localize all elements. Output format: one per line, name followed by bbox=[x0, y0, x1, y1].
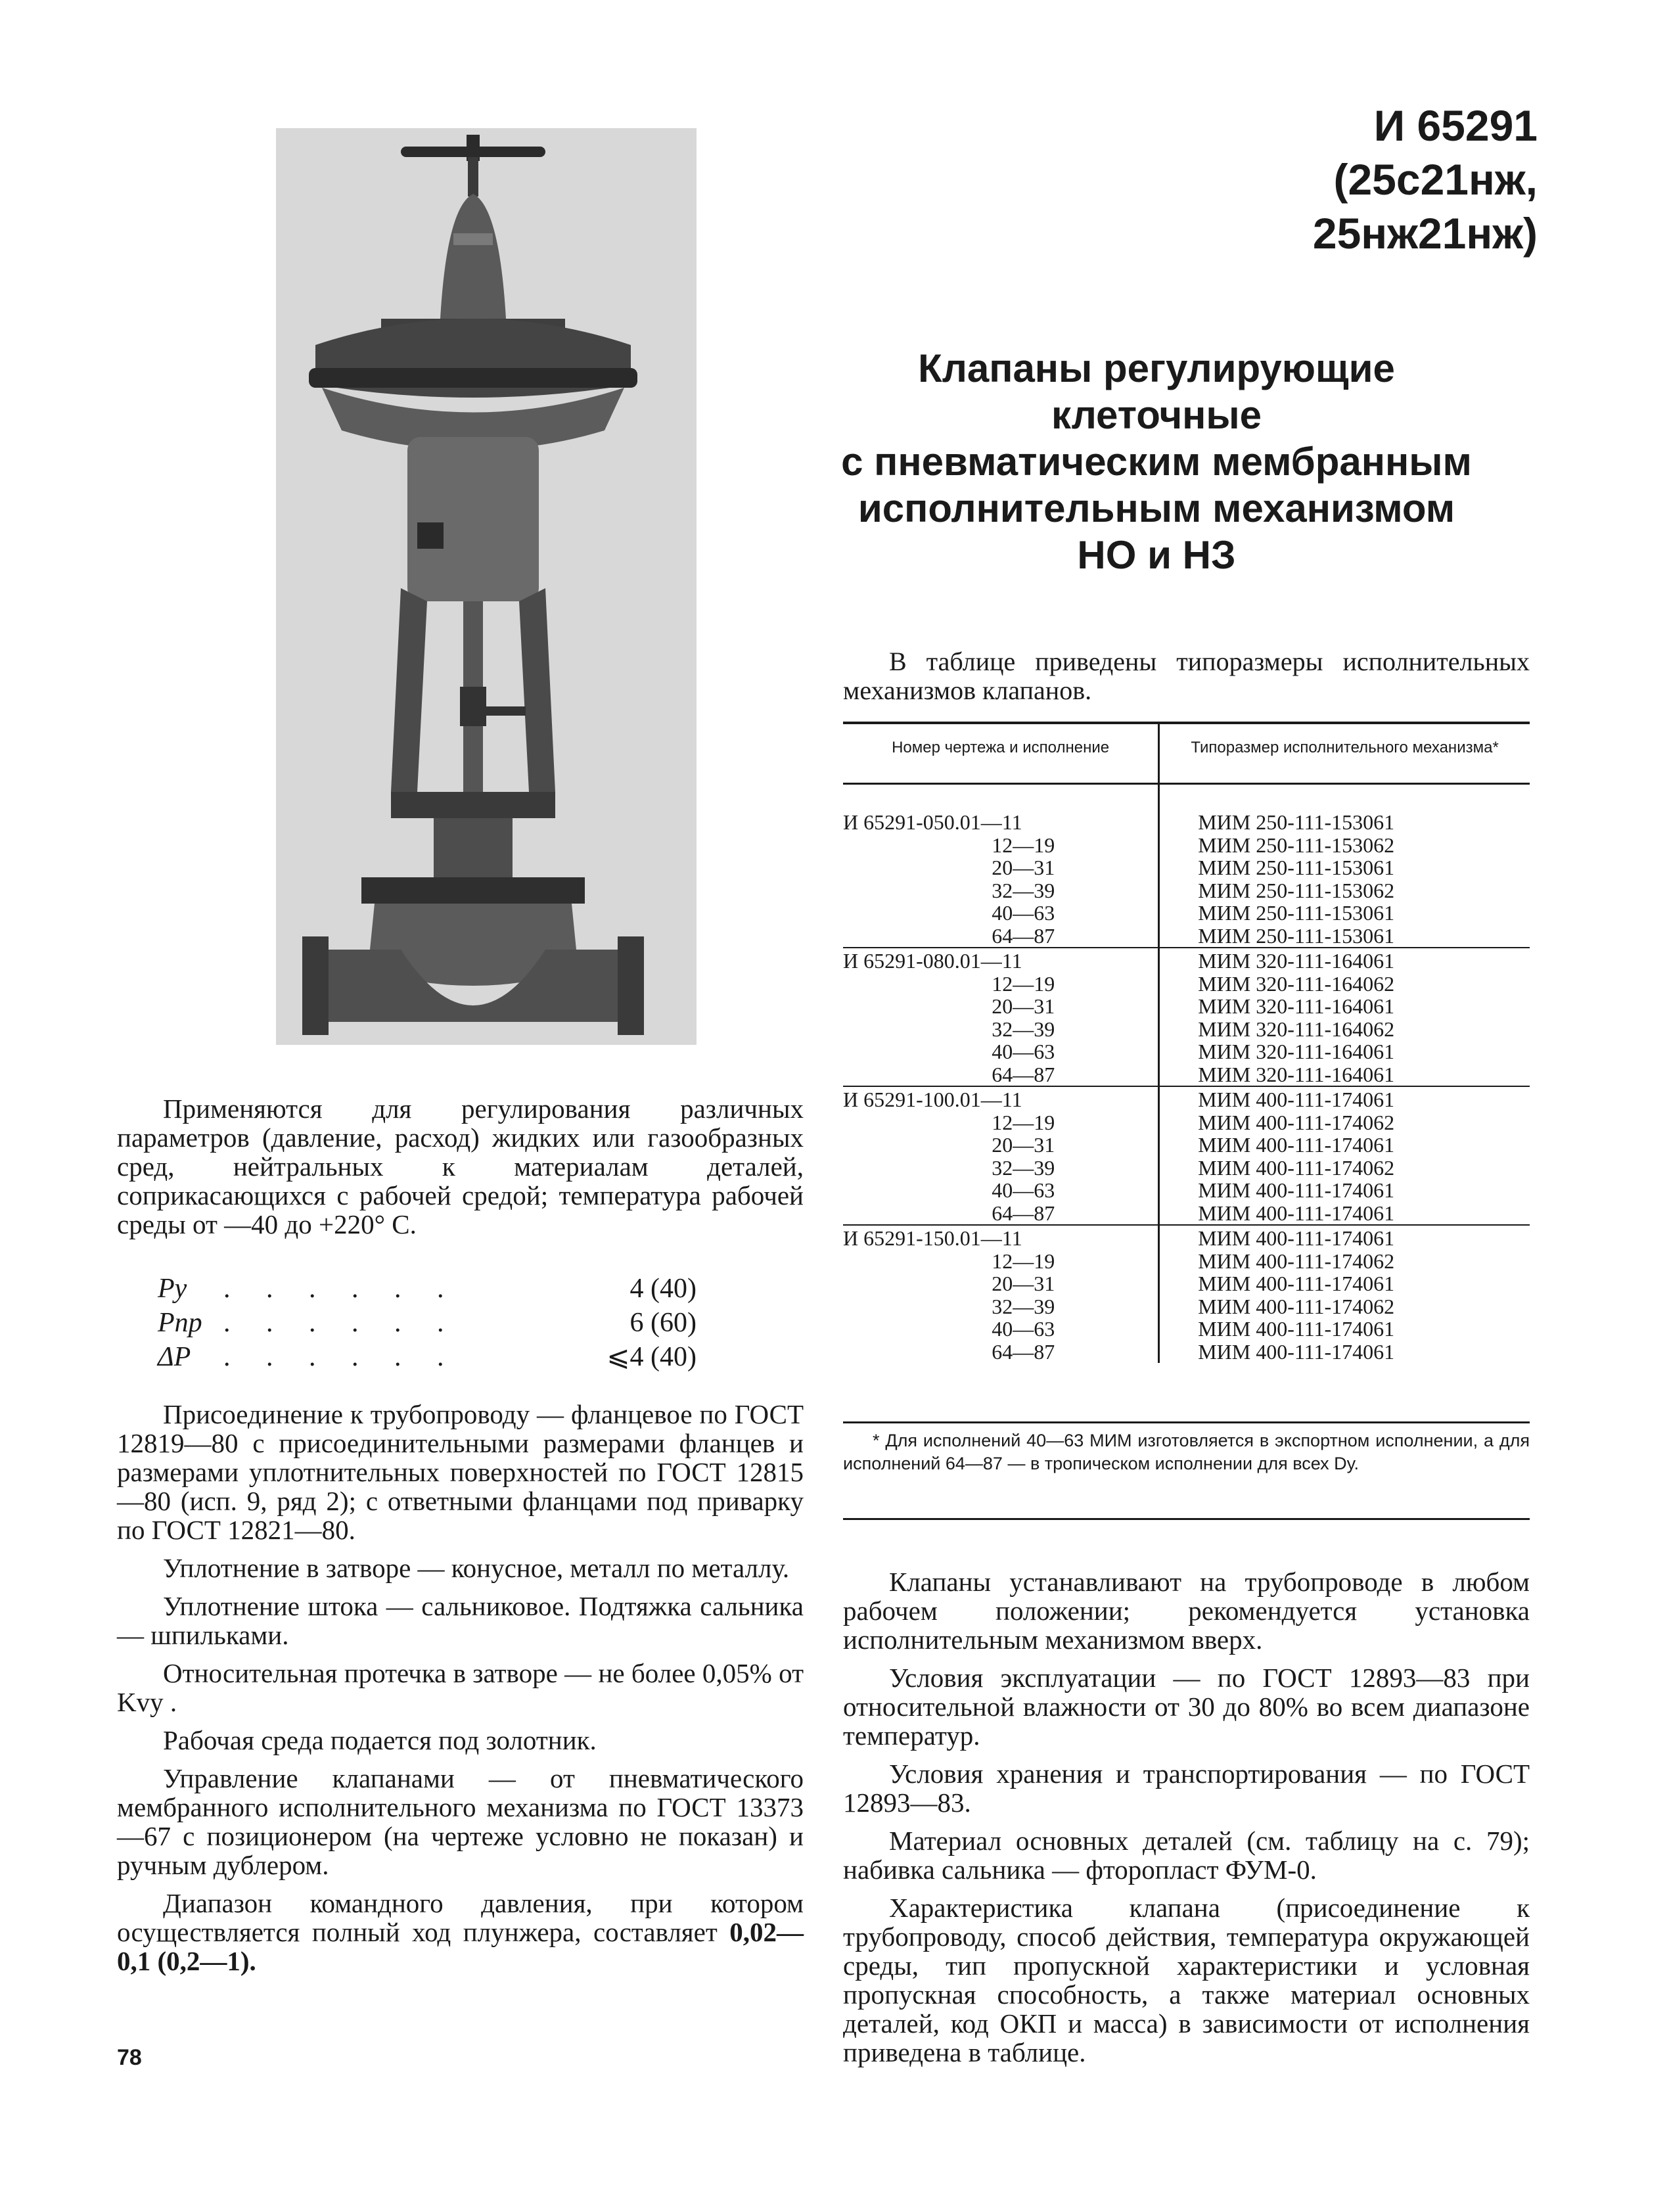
mechanism-size-cell: МИМ 250-111-153061 bbox=[1198, 856, 1395, 879]
drawing-number-cell bbox=[843, 995, 1159, 1018]
drawing-number-cell bbox=[843, 1018, 1159, 1041]
table-row bbox=[843, 1086, 1530, 1111]
mechanism-size-cell: МИМ 320-111-164061 bbox=[1198, 1040, 1395, 1063]
table-footnote bbox=[843, 1429, 1530, 1475]
param-row bbox=[158, 1340, 697, 1374]
valve-photo bbox=[276, 128, 697, 1045]
drawing-number: И 65291-050.01—11 bbox=[843, 810, 1022, 834]
drawing-number-cell bbox=[843, 1086, 1159, 1111]
param-row bbox=[158, 1272, 697, 1306]
table-row bbox=[843, 995, 1530, 1018]
table-row bbox=[843, 856, 1530, 879]
drawing-number-cell bbox=[843, 1179, 1159, 1202]
param-row bbox=[158, 1306, 697, 1340]
drawing-number: 64—87 bbox=[992, 1201, 1055, 1225]
mechanism-size-cell: МИМ 400-111-174061 bbox=[1198, 1339, 1395, 1364]
drawing-number-cell bbox=[843, 811, 1159, 834]
drawing-number: 12—19 bbox=[992, 1249, 1055, 1273]
drawing-number: 32—39 bbox=[992, 1017, 1055, 1041]
drawing-number: 20—31 bbox=[992, 1133, 1055, 1157]
footnote-rule bbox=[843, 1518, 1530, 1520]
table-bottom-rule bbox=[843, 1421, 1530, 1423]
drawing-number-cell bbox=[843, 1295, 1159, 1318]
drawing-number-cell bbox=[843, 1040, 1159, 1063]
spacer-cell bbox=[1159, 784, 1530, 812]
table-row bbox=[843, 1341, 1530, 1364]
application-paragraph bbox=[117, 1094, 804, 1248]
drawing-number: 40—63 bbox=[992, 1178, 1055, 1202]
title-line: клеточные bbox=[1051, 393, 1262, 437]
application-text: Применяются для регулирования различных параметров (давление, расход) жидких или газообразных сред, нейтральных к материалам деталей, соприкасающихся с рабочей средой; температура рабочей среды от —40 до +220° С. bbox=[117, 1094, 804, 1239]
mechanism-size-cell: МИМ 400-111-174062 bbox=[1198, 1249, 1395, 1273]
table-row bbox=[843, 1225, 1530, 1250]
mechanism-size-cell: МИМ 250-111-153062 bbox=[1198, 833, 1395, 857]
drawing-number-cell bbox=[843, 973, 1159, 996]
table-row bbox=[843, 925, 1530, 948]
drawing-number-cell bbox=[843, 1063, 1159, 1087]
page-number: 78 bbox=[117, 2045, 142, 2070]
table-row bbox=[843, 1111, 1530, 1134]
table-intro bbox=[843, 647, 1530, 705]
spec-paragraph: Относительная протечка в затворе — не более 0,05% от Kvу . bbox=[117, 1658, 804, 1717]
mechanism-size-cell: МИМ 320-111-164061 bbox=[1198, 949, 1395, 973]
table-row bbox=[843, 1134, 1530, 1157]
param-value: 4 (40) bbox=[629, 1274, 697, 1304]
table-row bbox=[843, 1318, 1530, 1341]
spacer-cell bbox=[843, 784, 1159, 812]
table-row bbox=[843, 973, 1530, 996]
title-line: НО и НЗ bbox=[1077, 533, 1236, 577]
drawing-number-cell bbox=[843, 902, 1159, 925]
mechanism-size-cell: МИМ 400-111-174062 bbox=[1198, 1294, 1395, 1318]
mechanism-size-cell: МИМ 400-111-174061 bbox=[1198, 1272, 1395, 1295]
table-row bbox=[843, 1202, 1530, 1226]
code-line: И 65291 bbox=[1373, 101, 1538, 150]
pressure-params bbox=[158, 1272, 697, 1374]
mechanism-size-cell: МИМ 320-111-164061 bbox=[1198, 994, 1395, 1018]
param-value: 6 (60) bbox=[629, 1308, 697, 1338]
table-body bbox=[843, 784, 1530, 1364]
right-paragraph: Условия хранения и транспортирования — по ГОСТ 12893—83. bbox=[843, 1759, 1530, 1818]
table-row bbox=[843, 1295, 1530, 1318]
param-dots: . . . . . . bbox=[223, 1342, 459, 1372]
code-line: (25с21нж, bbox=[1333, 155, 1538, 204]
param-dots: . . . . . . bbox=[223, 1308, 459, 1338]
page-title bbox=[828, 345, 1485, 578]
mechanism-size-cell: МИМ 320-111-164062 bbox=[1198, 1017, 1395, 1041]
drawing-number-cell bbox=[843, 879, 1159, 902]
drawing-number-cell bbox=[843, 856, 1159, 879]
param-value: ⩽4 (40) bbox=[606, 1342, 697, 1372]
table-row bbox=[843, 1157, 1530, 1180]
drawing-number: 64—87 bbox=[992, 923, 1055, 948]
table-row bbox=[843, 1018, 1530, 1041]
table-header-mechanism: Типоразмер исполнительного механизма* bbox=[1159, 723, 1530, 784]
title-line: с пневматическим мембранным bbox=[841, 440, 1472, 484]
command-pressure-range: 0,02—0,1 (0,2—1). bbox=[117, 1917, 804, 1976]
drawing-number: 20—31 bbox=[992, 994, 1055, 1018]
drawing-number-cell bbox=[843, 1272, 1159, 1295]
actuator-table bbox=[843, 722, 1530, 1363]
table-row bbox=[843, 1179, 1530, 1202]
mechanism-size-cell: МИМ 400-111-174061 bbox=[1198, 1133, 1395, 1157]
spec-paragraph: Уплотнение в затворе — конусное, металл по металлу. bbox=[163, 1553, 790, 1583]
mechanism-size-cell: МИМ 400-111-174061 bbox=[1198, 1088, 1395, 1111]
drawing-number: И 65291-150.01—11 bbox=[843, 1226, 1022, 1250]
drawing-number: И 65291-100.01—11 bbox=[843, 1088, 1022, 1111]
table-row bbox=[843, 1272, 1530, 1295]
drawing-code-title bbox=[1143, 99, 1538, 260]
code-line: 25нж21нж) bbox=[1312, 209, 1538, 258]
spec-paragraph: Управление клапанами — от пневматического мембранного исполнительного механизма по ГОСТ 13373—67 с позиционером (на чертеже условно не показан) и ручным дублером. bbox=[117, 1763, 804, 1880]
drawing-number: И 65291-080.01—11 bbox=[843, 949, 1022, 973]
mechanism-size-cell: МИМ 400-111-174061 bbox=[1198, 1178, 1395, 1202]
right-paragraph: Материал основных деталей (см. таблицу на с. 79); набивка сальника — фторопласт ФУМ-0. bbox=[843, 1826, 1530, 1885]
table-header-drawing: Номер чертежа и исполнение bbox=[843, 723, 1159, 784]
table-spacer-row bbox=[843, 784, 1530, 812]
installation-paragraphs bbox=[843, 1567, 1530, 2076]
drawing-number: 12—19 bbox=[992, 971, 1055, 996]
drawing-number: 40—63 bbox=[992, 901, 1055, 925]
table-row bbox=[843, 879, 1530, 902]
drawing-number: 12—19 bbox=[992, 1110, 1055, 1134]
table-row bbox=[843, 1063, 1530, 1087]
drawing-number-cell bbox=[843, 1157, 1159, 1180]
spec-paragraph: Присоединение к трубопроводу — фланцевое по ГОСТ 12819—80 с присоединительными размерами фланцев и размерами уплотнительных поверхностей по ГОСТ 12815—80 (исп. 9, ряд 2); с ответными фланцами под приварку по ГОСТ 12821—80. bbox=[117, 1399, 804, 1545]
command-pressure-text: Диапазон командного давления, при котором осуществляется полный ход плунжера, составляет bbox=[117, 1888, 804, 1947]
mechanism-size-cell: МИМ 250-111-153062 bbox=[1198, 878, 1395, 902]
table-row bbox=[843, 948, 1530, 973]
mechanism-size-cell: МИМ 250-111-153061 bbox=[1198, 901, 1395, 925]
drawing-number: 32—39 bbox=[992, 878, 1055, 902]
table-row bbox=[843, 1250, 1530, 1273]
drawing-number: 40—63 bbox=[992, 1317, 1055, 1341]
drawing-number: 20—31 bbox=[992, 1272, 1055, 1295]
param-symbol: Pу bbox=[158, 1274, 187, 1304]
drawing-number-cell bbox=[843, 1225, 1159, 1250]
right-paragraph: Характеристика клапана (присоединение к трубопроводу, способ действия, температура окружающей среды, тип пропускной характеристики и условная пропускная способность, а также материал основных деталей, код ОКП и масса) в зависимости от исполнения приведена в таблице. bbox=[843, 1893, 1530, 2067]
command-pressure-paragraph bbox=[117, 1889, 804, 1975]
drawing-number: 40—63 bbox=[992, 1040, 1055, 1063]
mechanism-size-cell: МИМ 400-111-174061 bbox=[1198, 1317, 1395, 1341]
mechanism-size-cell: МИМ 250-111-153061 bbox=[1159, 925, 1530, 948]
drawing-number-cell bbox=[843, 948, 1159, 973]
drawing-number: 64—87 bbox=[992, 1062, 1055, 1086]
drawing-number-cell bbox=[843, 1341, 1159, 1364]
table-header-row bbox=[843, 723, 1530, 784]
param-symbol: ΔP bbox=[158, 1342, 191, 1372]
mechanism-size-cell: МИМ 400-111-174061 bbox=[1198, 1226, 1395, 1250]
spec-paragraph: Уплотнение штока — сальниковое. Подтяжка сальника — шпильками. bbox=[117, 1591, 804, 1650]
drawing-number-cell bbox=[843, 925, 1159, 948]
drawing-number: 32—39 bbox=[992, 1155, 1055, 1180]
drawing-number: 32—39 bbox=[992, 1294, 1055, 1318]
title-line: исполнительным механизмом bbox=[857, 486, 1455, 530]
drawing-number-cell bbox=[843, 834, 1159, 857]
drawing-number-cell bbox=[843, 1318, 1159, 1341]
valve-illustration-icon bbox=[276, 128, 697, 1045]
drawing-number-cell bbox=[843, 1111, 1159, 1134]
spec-paragraph: Рабочая среда подается под золотник. bbox=[163, 1725, 597, 1755]
mechanism-size-cell: МИМ 320-111-164061 bbox=[1159, 1063, 1530, 1087]
mechanism-size-cell: МИМ 400-111-174062 bbox=[1198, 1155, 1395, 1180]
table-intro-text: В таблице приведены типоразмеры исполнительных механизмов клапанов. bbox=[843, 647, 1530, 705]
param-dots: . . . . . . bbox=[223, 1274, 459, 1304]
spec-paragraphs bbox=[117, 1400, 804, 1985]
table-row bbox=[843, 834, 1530, 857]
footnote-text: * Для исполнений 40—63 МИМ изготовляется в экспортном исполнении, а для исполнений 64—87 — в тропическом исполнении для всех Dу. bbox=[843, 1431, 1530, 1473]
table-row bbox=[843, 902, 1530, 925]
mechanism-size-cell: МИМ 320-111-164062 bbox=[1198, 971, 1395, 996]
drawing-number-cell bbox=[843, 1134, 1159, 1157]
drawing-number: 12—19 bbox=[992, 833, 1055, 857]
right-paragraph: Клапаны устанавливают на трубопроводе в любом рабочем положении; рекомендуется установка исполнительным механизмом вверх. bbox=[843, 1567, 1530, 1655]
drawing-number-cell bbox=[843, 1202, 1159, 1226]
table-row bbox=[843, 1040, 1530, 1063]
table-row bbox=[843, 811, 1530, 834]
drawing-number: 64—87 bbox=[992, 1339, 1055, 1364]
drawing-number: 20—31 bbox=[992, 856, 1055, 879]
right-paragraph: Условия эксплуатации — по ГОСТ 12893—83 при относительной влажности от 30 до 80% во всем диапазоне температур. bbox=[843, 1663, 1530, 1751]
param-symbol: Pпр bbox=[158, 1308, 202, 1338]
mechanism-size-cell: МИМ 400-111-174061 bbox=[1159, 1202, 1530, 1226]
drawing-number-cell bbox=[843, 1250, 1159, 1273]
title-line: Клапаны регулирующие bbox=[918, 346, 1395, 390]
mechanism-size-cell: МИМ 400-111-174062 bbox=[1198, 1110, 1395, 1134]
mechanism-size-cell: МИМ 250-111-153061 bbox=[1198, 810, 1395, 834]
